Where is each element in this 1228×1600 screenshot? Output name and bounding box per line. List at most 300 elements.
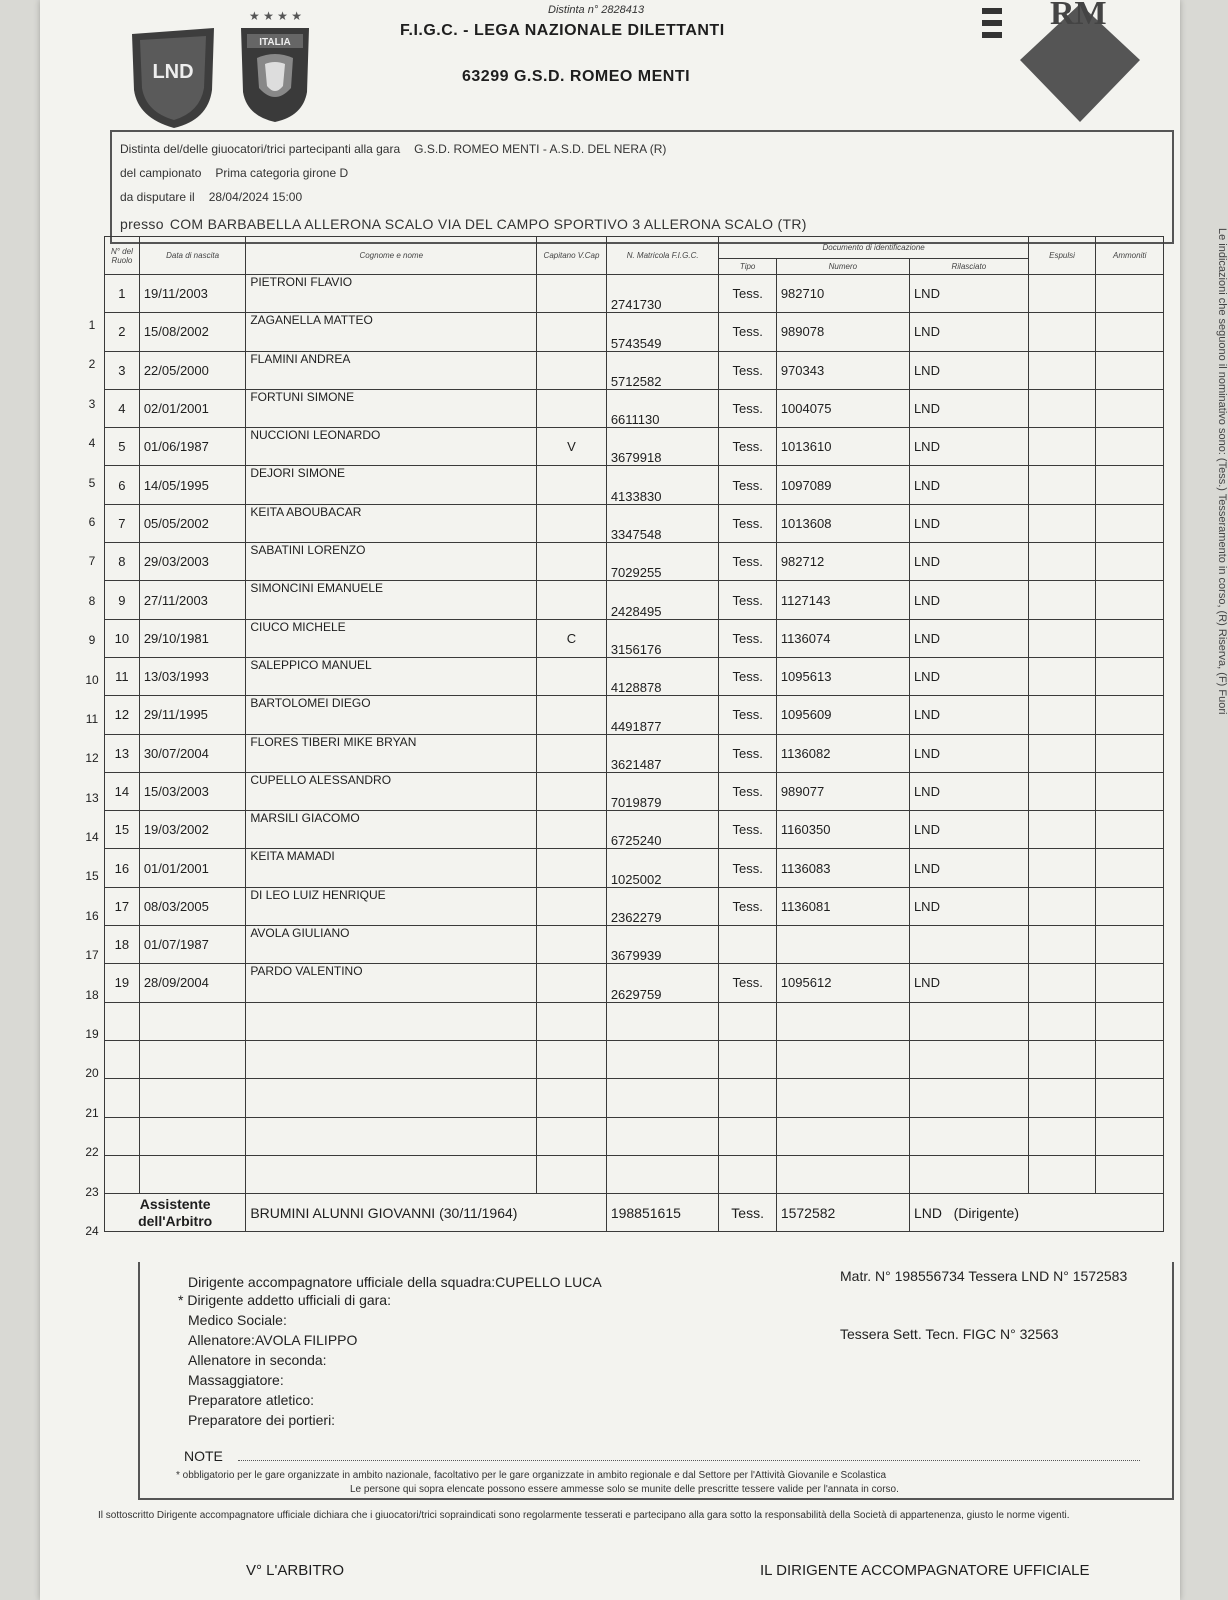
booked-cell [1096, 619, 1164, 657]
player-name: PIETRONI FLAVIO [246, 275, 537, 313]
row-number: 14 [105, 772, 140, 810]
header-captain: Capitano V.Cap [537, 237, 607, 275]
header-numero: Numero [776, 259, 909, 275]
expelled-cell [1028, 734, 1096, 772]
booked-cell [1096, 657, 1164, 695]
expelled-cell [1028, 657, 1096, 695]
birth-date: 15/08/2002 [139, 313, 246, 351]
doc-number: 1136082 [776, 734, 909, 772]
captain-mark [537, 1002, 607, 1040]
row-number: 8 [105, 543, 140, 581]
booked-cell [1096, 1117, 1164, 1155]
doc-number: 1097089 [776, 466, 909, 504]
svg-text:★ ★ ★ ★: ★ ★ ★ ★ [249, 9, 303, 23]
captain-mark [537, 887, 607, 925]
doc-number: 1095612 [776, 964, 909, 1002]
championship-line: del campionato Prima categoria girone D [120, 166, 349, 180]
row-number: 7 [105, 504, 140, 542]
doc-type: Tess. [719, 619, 776, 657]
birth-date: 01/07/1987 [139, 926, 246, 964]
header-espulsi: Espulsi [1028, 237, 1096, 275]
row-number: 6 [105, 466, 140, 504]
player-roster-table [104, 236, 1164, 1232]
expelled-cell [1028, 389, 1096, 427]
table-row [105, 964, 1164, 1002]
player-name: DI LEO LUIZ HENRIQUE [246, 887, 537, 925]
row-number [105, 1155, 140, 1193]
birth-date: 05/05/2002 [139, 504, 246, 542]
doc-type: Tess. [719, 887, 776, 925]
margin-row-numbers [80, 306, 104, 1251]
birth-date [139, 1117, 246, 1155]
doc-type: Tess. [719, 389, 776, 427]
booked-cell [1096, 734, 1164, 772]
expelled-cell [1028, 849, 1096, 887]
expelled-cell [1028, 1040, 1096, 1078]
margin-number: 21 [85, 1105, 99, 1120]
margin-number: 20 [85, 1066, 99, 1081]
matricola: 5743549 [606, 313, 719, 351]
birth-date: 15/03/2003 [139, 772, 246, 810]
captain-mark: C [537, 619, 607, 657]
booked-cell [1096, 466, 1164, 504]
captain-mark [537, 811, 607, 849]
matricola: 3347548 [606, 504, 719, 542]
expelled-cell [1028, 351, 1096, 389]
expelled-cell [1028, 1155, 1096, 1193]
player-name: SIMONCINI EMANUELE [246, 581, 537, 619]
doc-number: 970343 [776, 351, 909, 389]
booked-cell [1096, 313, 1164, 351]
birth-date: 14/05/1995 [139, 466, 246, 504]
svg-text:RM: RM [1050, 0, 1107, 32]
doc-number: 989078 [776, 313, 909, 351]
assistant-name: BRUMINI ALUNNI GIOVANNI (30/11/1964) [246, 1194, 607, 1232]
team-director: Dirigente accompagnatore ufficiale della squadra:CUPELLO LUCA [188, 1274, 602, 1290]
booked-cell [1096, 543, 1164, 581]
issued-by [909, 1040, 1028, 1078]
margin-number: 9 [88, 633, 96, 648]
expelled-cell [1028, 1002, 1096, 1040]
doc-type: Tess. [719, 275, 776, 313]
table-row [105, 696, 1164, 734]
margin-number: 3 [88, 396, 96, 411]
margin-number: 19 [85, 1027, 99, 1042]
birth-date [139, 1155, 246, 1193]
doc-type: Tess. [719, 351, 776, 389]
matricola [606, 1117, 719, 1155]
organization-title: F.I.G.C. - LEGA NAZIONALE DILETTANTI [400, 22, 725, 39]
issued-by: LND [909, 657, 1028, 695]
doc-type [719, 926, 776, 964]
table-row [105, 1002, 1164, 1040]
doc-number [776, 1079, 909, 1117]
margin-number: 11 [85, 711, 99, 726]
doc-number: 982710 [776, 275, 909, 313]
issued-by: LND [909, 275, 1028, 313]
margin-number: 5 [88, 475, 96, 490]
matricola [606, 1040, 719, 1078]
expelled-cell [1028, 1117, 1096, 1155]
row-number: 4 [105, 389, 140, 427]
expelled-cell [1028, 504, 1096, 542]
birth-date [139, 1040, 246, 1078]
row-number: 2 [105, 313, 140, 351]
booked-cell [1096, 1155, 1164, 1193]
row-number: 15 [105, 811, 140, 849]
issued-by: LND [909, 811, 1028, 849]
matricola: 2428495 [606, 581, 719, 619]
captain-mark [537, 696, 607, 734]
player-name: NUCCIONI LEONARDO [246, 428, 537, 466]
header-dob: Data di nascita [139, 237, 246, 275]
captain-mark [537, 543, 607, 581]
doc-number [776, 926, 909, 964]
margin-number: 18 [85, 987, 99, 1002]
matricola [606, 1079, 719, 1117]
table-row [105, 657, 1164, 695]
table-row [105, 926, 1164, 964]
birth-date: 01/01/2001 [139, 849, 246, 887]
captain-mark [537, 657, 607, 695]
player-name: DEJORI SIMONE [246, 466, 537, 504]
document-page [40, 0, 1228, 1600]
italia-logo [235, 6, 315, 126]
fine-print-persons: Le persone qui sopra elencate possono essere ammesse solo se munite delle prescritte tessere valide per l'annata in corso. [350, 1484, 899, 1495]
row-number: 18 [105, 926, 140, 964]
issued-by: LND [909, 466, 1028, 504]
assistant-matricola: 198851615 [606, 1194, 719, 1232]
row-number [105, 1040, 140, 1078]
assistant-issued-by: LND (Dirigente) [909, 1194, 1163, 1232]
birth-date: 01/06/1987 [139, 428, 246, 466]
margin-number: 10 [85, 672, 99, 687]
table-row [105, 1079, 1164, 1117]
issued-by: LND [909, 389, 1028, 427]
margin-number: 2 [88, 357, 96, 372]
notes-line [238, 1460, 1140, 1461]
birth-date: 29/10/1981 [139, 619, 246, 657]
doc-number [776, 1002, 909, 1040]
doc-number: 989077 [776, 772, 909, 810]
matricola: 4128878 [606, 657, 719, 695]
header-tipo: Tipo [719, 259, 776, 275]
header-ruolo: N° del Ruolo [105, 237, 140, 275]
fine-print-obligation: * obbligatorio per le gare organizzate in ambito nazionale, facoltativo per le gare organizzate in ambito regionale e dal Settore per l'Attività Giovanile e Scolastica [176, 1470, 887, 1481]
booked-cell [1096, 964, 1164, 1002]
header-document: Documento di identificazione [719, 237, 1028, 259]
player-name: PARDO VALENTINO [246, 964, 537, 1002]
doc-type [719, 1117, 776, 1155]
booked-cell [1096, 581, 1164, 619]
expelled-cell [1028, 619, 1096, 657]
expelled-cell [1028, 275, 1096, 313]
issued-by: LND [909, 543, 1028, 581]
matricola: 3679918 [606, 428, 719, 466]
side-note: Le indicazioni che seguono il nominativo sono: (Tess.) Tesseramento in corso, (R) Riserva, (F) Fuori [1216, 228, 1228, 715]
matricola: 2741730 [606, 275, 719, 313]
booked-cell [1096, 772, 1164, 810]
matricola: 7019879 [606, 772, 719, 810]
doc-number: 1004075 [776, 389, 909, 427]
svg-text:LND: LND [152, 61, 194, 83]
doc-type [719, 1002, 776, 1040]
row-number: 9 [105, 581, 140, 619]
doc-number: 1136083 [776, 849, 909, 887]
booked-cell [1096, 849, 1164, 887]
matricola: 3679939 [606, 926, 719, 964]
table-row [105, 504, 1164, 542]
player-name: FORTUNI SIMONE [246, 389, 537, 427]
doc-type: Tess. [719, 811, 776, 849]
referee-signature-label: V° L'ARBITRO [246, 1562, 345, 1579]
assistant-label: Assistente dell'Arbitro [105, 1194, 246, 1232]
club-logo [980, 0, 1150, 125]
booked-cell [1096, 389, 1164, 427]
expelled-cell [1028, 926, 1096, 964]
birth-date: 29/03/2003 [139, 543, 246, 581]
birth-date: 08/03/2005 [139, 887, 246, 925]
matricola: 3621487 [606, 734, 719, 772]
booked-cell [1096, 1040, 1164, 1078]
assistant-row [105, 1194, 1164, 1232]
table-row [105, 811, 1164, 849]
birth-date: 22/05/2000 [139, 351, 246, 389]
margin-number: 17 [85, 948, 99, 963]
masseur: Massaggiatore: [188, 1372, 284, 1388]
doc-number [776, 1040, 909, 1078]
player-name: FLAMINI ANDREA [246, 351, 537, 389]
matricola [606, 1002, 719, 1040]
doc-number: 982712 [776, 543, 909, 581]
doc-type: Tess. [719, 466, 776, 504]
issued-by: LND [909, 619, 1028, 657]
margin-number: 8 [88, 593, 96, 608]
expelled-cell [1028, 581, 1096, 619]
issued-by: LND [909, 887, 1028, 925]
matricola: 1025002 [606, 849, 719, 887]
captain-mark [537, 734, 607, 772]
row-number: 13 [105, 734, 140, 772]
expelled-cell [1028, 466, 1096, 504]
assistant-doc-number: 1572582 [776, 1194, 909, 1232]
issued-by [909, 1155, 1028, 1193]
director-declaration: Il sottoscritto Dirigente accompagnatore ufficiale dichiara che i giuocatori/trici sopraindicati sono regolarmente tesserati e partecipano alla gara sotto la responsabilità della Società di appartenenza, giusto le norme vigenti. [98, 1510, 1070, 1521]
doc-number: 1095613 [776, 657, 909, 695]
doc-type: Tess. [719, 964, 776, 1002]
header-matricola: N. Matricola F.I.G.C. [606, 237, 719, 275]
birth-date: 29/11/1995 [139, 696, 246, 734]
captain-mark [537, 313, 607, 351]
captain-mark [537, 1155, 607, 1193]
birth-date: 19/11/2003 [139, 275, 246, 313]
header-ammoniti: Ammoniti [1096, 237, 1164, 275]
margin-number: 24 [85, 1223, 99, 1238]
player-name [246, 1079, 537, 1117]
director-signature-label: IL DIRIGENTE ACCOMPAGNATORE UFFICIALE [760, 1562, 1090, 1579]
doc-number: 1013608 [776, 504, 909, 542]
doc-type [719, 1040, 776, 1078]
player-name [246, 1117, 537, 1155]
row-number: 1 [105, 275, 140, 313]
matricola: 4491877 [606, 696, 719, 734]
svg-text:ITALIA: ITALIA [259, 37, 291, 48]
matricola: 7029255 [606, 543, 719, 581]
captain-mark [537, 466, 607, 504]
table-row [105, 772, 1164, 810]
matricola: 2629759 [606, 964, 719, 1002]
head-coach: Allenatore:AVOLA FILIPPO [188, 1332, 358, 1348]
assistant-doc-type: Tess. [719, 1194, 776, 1232]
booked-cell [1096, 926, 1164, 964]
issued-by: LND [909, 964, 1028, 1002]
margin-number: 23 [85, 1184, 99, 1199]
margin-number: 1 [88, 318, 96, 332]
issued-by [909, 1117, 1028, 1155]
row-number: 12 [105, 696, 140, 734]
doc-number: 1095609 [776, 696, 909, 734]
table-row [105, 275, 1164, 313]
booked-cell [1096, 504, 1164, 542]
doc-number [776, 1117, 909, 1155]
doc-type: Tess. [719, 428, 776, 466]
player-name: CIUCO MICHELE [246, 619, 537, 657]
header-name: Cognome e nome [246, 237, 537, 275]
matricola: 6611130 [606, 389, 719, 427]
matricola: 6725240 [606, 811, 719, 849]
margin-number: 4 [88, 436, 96, 451]
captain-mark [537, 772, 607, 810]
row-number: 10 [105, 619, 140, 657]
table-row [105, 619, 1164, 657]
player-name: KEITA MAMADI [246, 849, 537, 887]
issued-by: LND [909, 734, 1028, 772]
table-row [105, 581, 1164, 619]
player-name: BARTOLOMEI DIEGO [246, 696, 537, 734]
player-name: SALEPPICO MANUEL [246, 657, 537, 695]
doc-type: Tess. [719, 772, 776, 810]
venue-line: presso COM BARBABELLA ALLERONA SCALO VIA DEL CAMPO SPORTIVO 3 ALLERONA SCALO (TR) [120, 216, 807, 232]
row-number: 17 [105, 887, 140, 925]
athletic-trainer: Preparatore atletico: [188, 1392, 315, 1408]
doc-number: 1136074 [776, 619, 909, 657]
player-name: SABATINI LORENZO [246, 543, 537, 581]
booked-cell [1096, 811, 1164, 849]
team-doctor: Medico Sociale: [188, 1312, 287, 1328]
issued-by: LND [909, 772, 1028, 810]
captain-mark [537, 351, 607, 389]
booked-cell [1096, 428, 1164, 466]
table-row [105, 1117, 1164, 1155]
expelled-cell [1028, 428, 1096, 466]
table-row [105, 428, 1164, 466]
margin-number: 7 [88, 554, 96, 569]
club-title: 63299 G.S.D. ROMEO MENTI [462, 68, 691, 85]
issued-by: LND [909, 849, 1028, 887]
margin-number: 15 [85, 869, 99, 884]
row-number: 19 [105, 964, 140, 1002]
expelled-cell [1028, 313, 1096, 351]
birth-date: 02/01/2001 [139, 389, 246, 427]
birth-date: 28/09/2004 [139, 964, 246, 1002]
table-row [105, 734, 1164, 772]
issued-by: LND [909, 428, 1028, 466]
lnd-logo [128, 24, 218, 132]
table-row [105, 389, 1164, 427]
staff-section [138, 1262, 1174, 1500]
doc-type [719, 1079, 776, 1117]
expelled-cell [1028, 887, 1096, 925]
birth-date: 13/03/1993 [139, 657, 246, 695]
player-name [246, 1002, 537, 1040]
match-line: Distinta del/delle giuocatori/trici partecipanti alla gara G.S.D. ROMEO MENTI - A.S.D. DEL NERA (R) [120, 142, 667, 156]
notes-label: NOTE [184, 1448, 223, 1464]
margin-number: 22 [85, 1145, 99, 1160]
captain-mark [537, 964, 607, 1002]
player-name: CUPELLO ALESSANDRO [246, 772, 537, 810]
table-row [105, 1155, 1164, 1193]
captain-mark [537, 849, 607, 887]
margin-number: 12 [85, 751, 99, 766]
table-row [105, 466, 1164, 504]
goalkeeper-trainer: Preparatore dei portieri: [188, 1412, 336, 1428]
player-name: KEITA ABOUBACAR [246, 504, 537, 542]
coach-license: Tessera Sett. Tecn. FIGC N° 32563 [840, 1326, 1059, 1342]
matricola: 2362279 [606, 887, 719, 925]
player-name: FLORES TIBERI MIKE BRYAN [246, 734, 537, 772]
table-row [105, 887, 1164, 925]
row-number [105, 1079, 140, 1117]
expelled-cell [1028, 696, 1096, 734]
expelled-cell [1028, 1079, 1096, 1117]
player-name: AVOLA GIULIANO [246, 926, 537, 964]
expelled-cell [1028, 543, 1096, 581]
captain-mark [537, 926, 607, 964]
assistant-coach: Allenatore in seconda: [188, 1352, 327, 1368]
issued-by: LND [909, 351, 1028, 389]
match-info-box [110, 130, 1174, 244]
captain-mark [537, 1117, 607, 1155]
row-number: 3 [105, 351, 140, 389]
table-row [105, 351, 1164, 389]
margin-number: 6 [88, 514, 96, 529]
row-number: 5 [105, 428, 140, 466]
row-number: 11 [105, 657, 140, 695]
doc-type: Tess. [719, 849, 776, 887]
expelled-cell [1028, 811, 1096, 849]
birth-date [139, 1079, 246, 1117]
doc-type [719, 1155, 776, 1193]
booked-cell [1096, 275, 1164, 313]
table-row [105, 849, 1164, 887]
captain-mark [537, 1079, 607, 1117]
doc-type: Tess. [719, 313, 776, 351]
booked-cell [1096, 696, 1164, 734]
doc-type: Tess. [719, 504, 776, 542]
captain-mark [537, 581, 607, 619]
table-row [105, 313, 1164, 351]
margin-number: 13 [85, 790, 99, 805]
doc-number: 1013610 [776, 428, 909, 466]
captain-mark [537, 389, 607, 427]
matricola [606, 1155, 719, 1193]
issued-by: LND [909, 696, 1028, 734]
birth-date: 19/03/2002 [139, 811, 246, 849]
doc-type: Tess. [719, 581, 776, 619]
player-name: MARSILI GIACOMO [246, 811, 537, 849]
matricola: 3156176 [606, 619, 719, 657]
doc-type: Tess. [719, 734, 776, 772]
